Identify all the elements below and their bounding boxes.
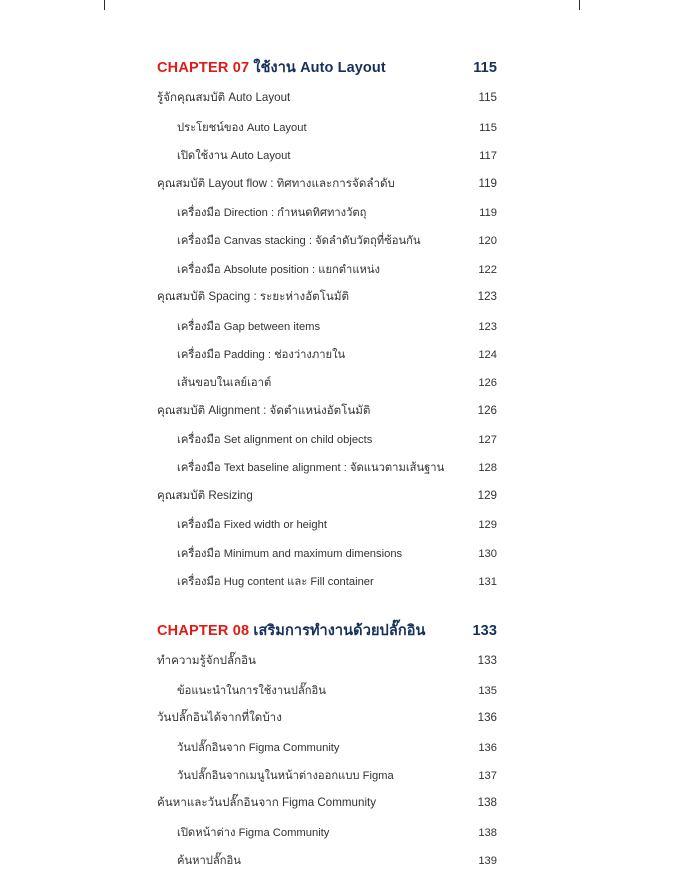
toc-entry-page-number: 115 (478, 91, 497, 105)
toc-entry-label: เครื่องมือ Set alignment on child objects (177, 434, 373, 447)
toc-entry-page-number: 133 (477, 654, 497, 668)
toc-entry-label: เครื่องมือ Absolute position : แยกตำแหน่ง (177, 263, 381, 276)
toc-entry-page-number: 124 (478, 348, 497, 361)
toc-entry-level-2[interactable] (177, 430, 497, 448)
toc-entry-label: วันปลั๊กอินจาก Figma Community (177, 741, 340, 754)
toc-entry-page-number: 126 (477, 403, 497, 417)
toc-entry-level-2[interactable] (177, 766, 497, 784)
chapter-block (157, 56, 497, 590)
toc-entry-level-1[interactable] (157, 402, 497, 420)
toc-entry-label: เครื่องมือ Fixed width or height (177, 519, 327, 532)
toc-entry-page-number: 131 (478, 576, 497, 589)
toc-entry-page-number: 130 (478, 547, 497, 560)
toc-entry-page-number: 138 (478, 826, 497, 839)
toc-entry-label: คุณสมบัติ Alignment : จัดตำแหน่งอัตโนมัติ (157, 403, 371, 417)
toc-entry-level-2[interactable] (177, 231, 497, 249)
toc-entry-page-number: 123 (477, 290, 497, 304)
toc-entry-level-2[interactable] (177, 458, 497, 476)
toc-entry-level-2[interactable] (177, 118, 497, 136)
toc-entry-page-number: 115 (479, 121, 497, 134)
chapter-heading-row[interactable] (157, 619, 497, 642)
toc-entry-level-2[interactable] (177, 317, 497, 335)
toc-entry-label: เปิดใช้งาน Auto Layout (177, 150, 291, 163)
chapter-tag: CHAPTER 07 (157, 60, 250, 76)
chapter-title: เสริมการทำงานด้วยปลั๊กอิน (253, 623, 426, 640)
toc-entry-label: เครื่องมือ Text baseline alignment : จัดแนวตามเส้นฐาน (177, 462, 445, 475)
chapter-heading-row[interactable] (157, 56, 497, 79)
crop-mark-left (104, 0, 105, 10)
chapter-page-number: 115 (473, 60, 497, 76)
toc-entry-label: เครื่องมือ Hug content และ Fill container (177, 576, 374, 589)
toc-entry-level-1[interactable] (157, 175, 497, 193)
toc-entry-label: คุณสมบัติ Spacing : ระยะห่างอัตโนมัติ (157, 290, 350, 304)
toc-entry-page-number: 119 (479, 206, 497, 219)
toc-entry-page-number: 122 (478, 263, 497, 276)
toc-entry-page-number: 120 (478, 235, 497, 248)
toc-entry-page-number: 136 (477, 711, 497, 725)
toc-entry-level-1[interactable] (157, 487, 497, 505)
toc-entry-page-number: 136 (478, 741, 497, 754)
toc-entry-page-number: 135 (478, 684, 497, 697)
toc-entry-level-2[interactable] (177, 823, 497, 841)
toc-entry-label: ค้นหาและวันปลั๊กอินจาก Figma Community (157, 796, 377, 810)
toc-entry-label: ทำความรู้จักปลั๊กอิน (157, 654, 256, 668)
toc-entry-level-1[interactable] (157, 288, 497, 306)
toc-entry-level-2[interactable] (177, 544, 497, 562)
toc-entry-page-number: 139 (478, 855, 497, 868)
toc-entry-page-number: 128 (478, 462, 497, 475)
toc-entry-label: เครื่องมือ Direction : กำหนดทิศทางวัตถุ (177, 206, 367, 219)
toc-entry-level-1[interactable] (157, 89, 497, 107)
toc-entry-level-1[interactable] (157, 652, 497, 670)
toc-entry-label: รู้จักคุณสมบัติ Auto Layout (157, 91, 291, 105)
toc-entry-label: ประโยชน์ของ Auto Layout (177, 121, 307, 134)
toc-entry-level-1[interactable] (157, 794, 497, 812)
toc-entry-label: เครื่องมือ Padding : ช่องว่างภายใน (177, 348, 346, 361)
toc-entry-level-1[interactable] (157, 709, 497, 727)
toc-entry-page-number: 127 (478, 434, 497, 447)
chapter-title: ใช้งาน Auto Layout (253, 60, 386, 76)
toc-entry-page-number: 129 (478, 519, 497, 532)
toc-entry-label: เครื่องมือ Minimum and maximum dimensions (177, 547, 403, 560)
toc-entry-label: วันปลั๊กอินได้จากที่ใดบ้าง (157, 711, 282, 725)
toc-entry-level-2[interactable] (177, 203, 497, 221)
toc-entry-label: วันปลั๊กอินจากเมนูในหน้าต่างออกแบบ Figma (177, 769, 394, 782)
toc-entry-page-number: 126 (478, 377, 497, 390)
table-of-contents (157, 56, 497, 869)
toc-entry-level-2[interactable] (177, 345, 497, 363)
toc-entry-label: ค้นหาปลั๊กอิน (177, 855, 241, 868)
toc-entry-label: เครื่องมือ Canvas stacking : จัดลำดับวัตถุที่ซ้อนกัน (177, 235, 421, 248)
toc-entry-page-number: 138 (477, 796, 497, 810)
toc-entry-label: เครื่องมือ Gap between items (177, 320, 321, 333)
toc-entry-label: ข้อแนะนำในการใช้งานปลั๊กอิน (177, 684, 326, 697)
toc-entry-page-number: 117 (479, 150, 497, 163)
toc-entry-level-2[interactable] (177, 146, 497, 164)
toc-entry-level-2[interactable] (177, 260, 497, 278)
crop-mark-right (579, 0, 580, 10)
toc-entry-label: เส้นขอบในเลย์เอาต์ (177, 377, 272, 390)
toc-entry-level-2[interactable] (177, 373, 497, 391)
toc-entry-label: คุณสมบัติ Resizing (157, 488, 253, 502)
toc-entry-page-number: 129 (477, 488, 497, 502)
chapter-block (157, 619, 497, 869)
toc-entry-page-number: 137 (478, 769, 497, 782)
toc-entry-level-2[interactable] (177, 515, 497, 533)
toc-entry-level-2[interactable] (177, 851, 497, 869)
toc-entry-page-number: 123 (478, 320, 497, 333)
toc-entry-level-2[interactable] (177, 572, 497, 590)
toc-entry-label: คุณสมบัติ Layout flow : ทิศทางและการจัดลำดับ (157, 176, 395, 190)
chapter-heading-label (157, 619, 426, 642)
toc-entry-label: เปิดหน้าต่าง Figma Community (177, 826, 330, 839)
toc-entry-page-number: 119 (478, 176, 497, 190)
chapter-page-number: 133 (472, 623, 497, 640)
chapter-heading-label (157, 56, 386, 79)
toc-entry-level-2[interactable] (177, 738, 497, 756)
chapter-tag: CHAPTER 08 (157, 623, 250, 640)
